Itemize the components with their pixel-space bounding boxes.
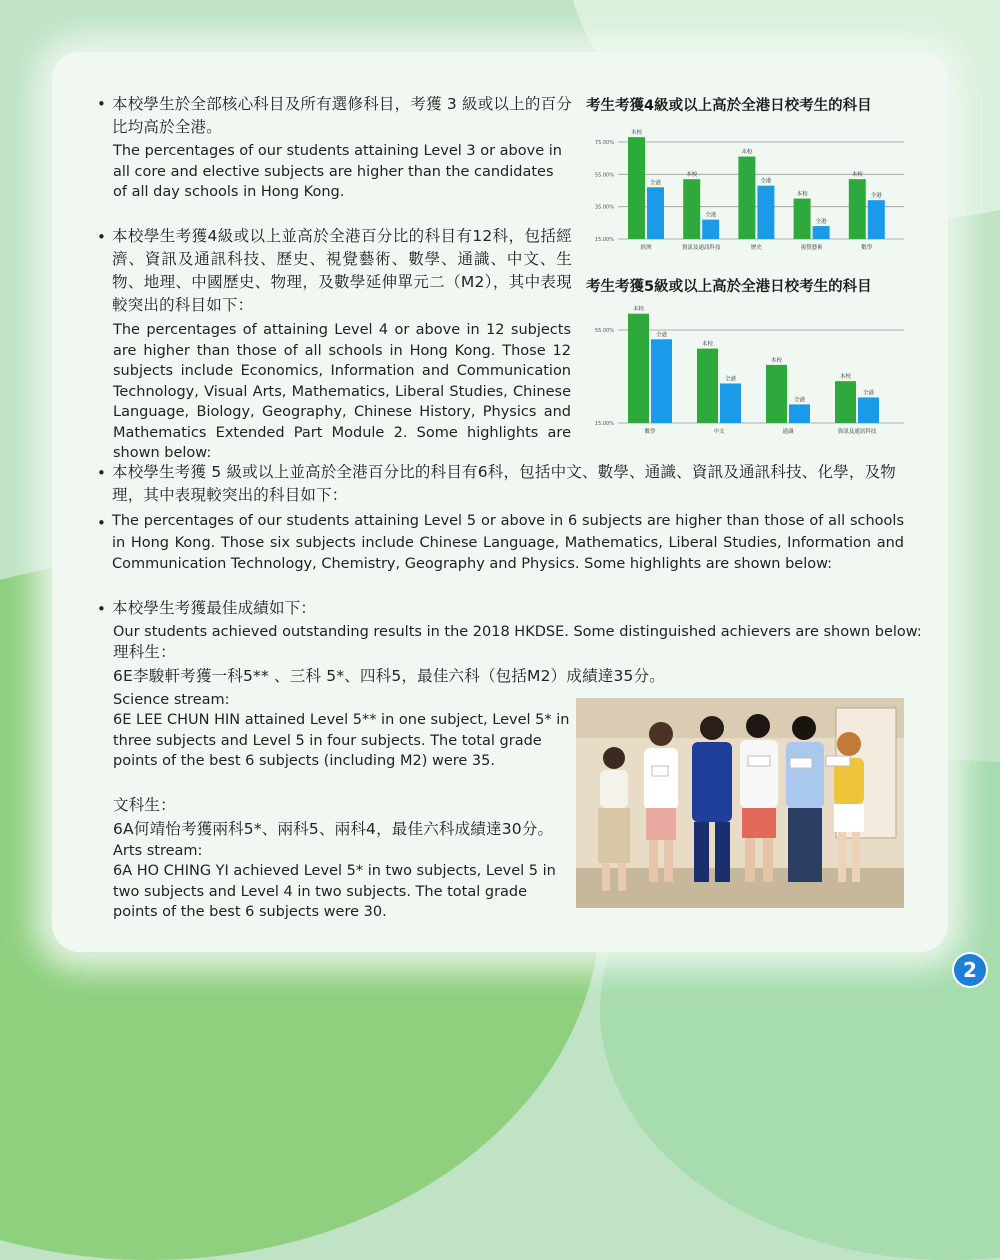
bar-series-label: 全港 (724, 376, 737, 383)
section1-zh: 本校學生於全部核心科目及所有選修科目，考獲 3 級或以上的百分比均高於全港。 (112, 95, 572, 136)
bar-school (835, 381, 856, 423)
category-label: 通識 (782, 429, 794, 435)
bullet: • (97, 600, 106, 618)
bar-all-hk (813, 226, 830, 239)
bar-all-hk (647, 187, 664, 239)
category-label: 數學 (861, 245, 873, 251)
bullet: • (97, 464, 106, 482)
y-tick-label: 55.00% (594, 172, 614, 179)
bar-series-label: 全港 (649, 180, 662, 187)
bar-series-label: 全港 (655, 332, 668, 339)
bar-series-label: 全港 (862, 390, 875, 397)
bar-school (794, 199, 811, 239)
science-label-en: Science stream: (113, 692, 230, 708)
category-label: 數學 (644, 429, 656, 435)
category-label: 資訊及通訊科技 (837, 429, 877, 435)
science-achievement-zh: 6E李駿軒考獲一科5** 、三科 5*、四科5，最佳六科（包括M2）成績達35分。 (113, 667, 666, 685)
category-label: 視覺藝術 (800, 245, 823, 251)
bar-school (766, 365, 787, 423)
bar-school (628, 137, 645, 239)
bar-series-label: 全港 (705, 212, 717, 219)
bullet: • (97, 228, 106, 246)
bar-all-hk (651, 339, 672, 423)
bar-series-label: 本校 (701, 341, 714, 348)
y-tick-label: 75.00% (594, 140, 614, 146)
bar-school (697, 349, 718, 423)
y-tick-label: 15.00% (594, 421, 614, 427)
bar-series-label: 本校 (741, 149, 753, 156)
bullet: • (97, 95, 106, 113)
category-label: 資訊及通訊科技 (681, 245, 721, 251)
bar-all-hk (757, 186, 774, 239)
section2-zh: 本校學生考獲4級或以上並高於全港百分比的科目有12科，包括經濟、資訊及通訊科技、歷史、視覺藝術、數學、通識、中文、生物、地理、中國歷史、物理，及數學延伸單元二（M2），其中表現較突出的科目如下： (112, 227, 572, 314)
arts-label-en: Arts stream: (113, 843, 203, 859)
section3-en: The percentages of our students attaining Level 5 or above in 6 subjects are higher than those of all schools in Hong Kong. Those six subjects include Chinese Language, Mathematics, Liberal Studies, Information and Communication Technology, Chemistry, Geography and Physics. Some highlights are shown below: (112, 513, 904, 572)
bar-series-label: 本校 (630, 130, 643, 137)
category-label: 中文 (713, 429, 725, 435)
y-tick-label: 35.00% (594, 204, 614, 211)
bar-school (628, 314, 649, 423)
y-tick-label: 15.00% (594, 237, 614, 243)
achievers-intro: Our students achieved outstanding results in the 2018 HKDSE. Some distinguished achievers are shown below: (113, 624, 922, 640)
bar-series-label: 全港 (760, 178, 772, 185)
science-achievement-en: 6E LEE CHUN HIN attained Level 5** in one subject, Level 5* in three subjects and Level 5 in four subjects. The total grade points of the best 6 subjects (including M2) were 35. (113, 712, 570, 769)
bar-series-label: 全港 (815, 219, 827, 226)
bar-all-hk (868, 200, 885, 239)
section1-en: The percentages of our students attaining Level 3 or above in all core and elective subjects are higher than the candidates of all day schools in Hong Kong. (113, 143, 562, 200)
bar-series-label: 全港 (793, 397, 806, 404)
bar-series-label: 本校 (851, 172, 863, 179)
chart-level5 (586, 294, 904, 438)
arts-achievement-zh: 6A何靖怡考獲兩科5*、兩科5、兩科4，最佳六科成績達30分。 (113, 820, 554, 838)
bar-school (738, 157, 755, 239)
section3-zh: 本校學生考獲 5 級或以上並高於全港百分比的科目有6科，包括中文、數學、通識、資訊及通訊科技、化學，及物理，其中表現較突出的科目如下： (112, 463, 896, 504)
y-tick-label: 55.00% (594, 328, 614, 334)
chart2-title: 考生考獲5級或以上高於全港日校考生的科目 (586, 279, 872, 295)
bar-series-label: 本校 (632, 306, 645, 313)
science-label-zh: 理科生： (113, 643, 176, 661)
achievers-heading: 本校學生考獲最佳成績如下： (112, 599, 317, 617)
chart-level4 (586, 122, 904, 252)
students-photo (576, 698, 904, 908)
arts-label-zh: 文科生： (113, 796, 176, 814)
bar-all-hk (789, 404, 810, 423)
bar-all-hk (720, 383, 741, 423)
category-label: 歷史 (750, 245, 762, 251)
bar-school (849, 179, 866, 239)
bar-school (683, 179, 700, 239)
bar-series-label: 本校 (770, 357, 783, 364)
category-label: 經濟 (640, 245, 652, 251)
bar-all-hk (858, 397, 879, 423)
bullet: • (97, 514, 106, 532)
bar-all-hk (702, 220, 719, 239)
arts-achievement-en: 6A HO CHING YI achieved Level 5* in two subjects, Level 5 in two subjects and Level 4 in two subjects. The total grade points of the best 6 subjects were 30. (113, 863, 556, 920)
page-number: 2 (954, 954, 986, 986)
bar-series-label: 本校 (796, 191, 808, 198)
bar-series-label: 全港 (870, 193, 882, 200)
bar-series-label: 本校 (839, 374, 852, 381)
chart1-title: 考生考獲4級或以上高於全港日校考生的科目 (586, 98, 872, 114)
bar-series-label: 本校 (686, 172, 698, 179)
section2-en: The percentages of attaining Level 4 or above in 12 subjects are higher than those of all schools in Hong Kong. Those 12 subjects include Economics, Information and Communication Technology, Visual Arts, Mathematics, Liberal Studies, Chinese Language, Biology, Geography, Chinese History, Physics and Mathematics Extended Part Module 2. Some highlights are shown below: (113, 322, 571, 461)
